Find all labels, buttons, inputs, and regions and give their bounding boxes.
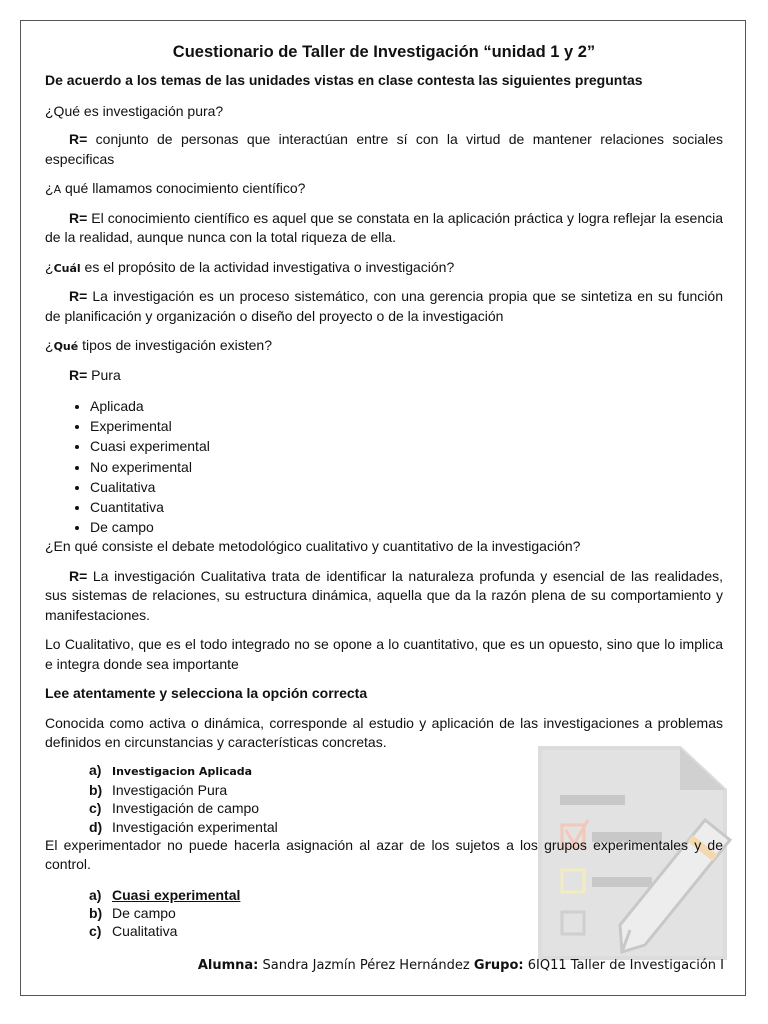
answer-1 xyxy=(45,130,723,169)
answer-label: R= xyxy=(69,288,88,304)
question-4: ¿Qué tipos de investigación existen? xyxy=(45,337,273,353)
question-2: ¿A qué llamamos conocimiento científico? xyxy=(45,180,306,196)
answer-label: R= xyxy=(69,366,88,383)
footer xyxy=(198,958,724,973)
answer-2 xyxy=(45,209,723,248)
mc-option: d) Investigación experimental xyxy=(89,818,278,835)
instructions: De acuerdo a los temas de las unidades vistas en clase contesta las siguientes preguntas xyxy=(45,72,643,88)
answer-4 xyxy=(45,366,723,386)
answer-text: conjunto de personas que interactúan entre sí con la virtud de mantener relaciones sociales especificas xyxy=(45,131,723,167)
question-3: ¿Cuál es el propósito de la actividad investigativa o investigación? xyxy=(45,258,455,275)
mc-option: b) Investigación Pura xyxy=(89,782,228,799)
list-item: • No experimental xyxy=(90,457,723,477)
mc-option: a) Cuasi experimental xyxy=(89,886,241,903)
section-2-title: Lee atentamente y selecciona la opción correcta xyxy=(45,685,368,702)
student-name: Sandra Jazmín Pérez Hernández xyxy=(258,958,474,973)
answer-text: El conocimiento científico es aquel que se constata en la aplicación práctica y logra reflejar la esencia de la realidad, aunque nunca con la total riqueza de ella. xyxy=(45,209,723,245)
list-item: • De campo xyxy=(90,517,723,537)
mc-question-2: El experimentador no puede hacerla asignación al azar de los sujetos a los grupos experimentales y de control. xyxy=(45,836,723,873)
answer-5 xyxy=(45,567,723,626)
list-item: • Cualitativa xyxy=(90,477,723,497)
student-label: Alumna: xyxy=(197,958,259,973)
mc-option: b) De campo xyxy=(89,904,176,921)
list-item: • Aplicada xyxy=(90,396,723,416)
question-1: ¿Qué es investigación pura? xyxy=(45,102,224,119)
answer-text: Pura xyxy=(87,366,121,383)
answer-text: La investigación Cualitativa trata de identificar la naturaleza profunda y esencial de las realidades, sus sistemas de relaciones, su estructura dinámica, aquella que da la razón plena de su comportamiento y manifestaciones. xyxy=(45,567,723,623)
group-label: Grupo: xyxy=(473,958,524,973)
list-item: • Cuasi experimental xyxy=(90,436,723,456)
group-value: 6IQ11 Taller de Investigación I xyxy=(523,958,724,973)
mc-option: c) Cualitativa xyxy=(89,923,178,940)
list-item: • Experimental xyxy=(90,416,723,436)
answer-3 xyxy=(45,287,723,326)
list-item: • Cuantitativa xyxy=(90,497,723,517)
mc-options-1 xyxy=(45,761,723,836)
answer-text: La investigación es un proceso sistemático, con una gerencia propia que se sintetiza en su función de planificación y organización o diseño del proyecto o de la investigación xyxy=(45,288,723,324)
answer-label: R= xyxy=(69,567,88,584)
mc-question-1: Conocida como activa o dinámica, corresponde al estudio y aplicación de las investigaciones a problemas definidos en circunstancias y características concretas. xyxy=(45,714,723,751)
document-body xyxy=(45,42,723,940)
answer-label: R= xyxy=(69,131,88,147)
answer-5-extra: Lo Cualitativo, que es el todo integrado no se opone a lo cuantitativo, que es un opuesto, sino que lo implica e integra donde sea importante xyxy=(45,636,723,672)
document-title: Cuestionario de Taller de Investigación “unidad 1 y 2” xyxy=(172,43,596,61)
mc-option: c) Investigación de campo xyxy=(89,800,260,817)
answer-label: R= xyxy=(69,209,88,226)
mc-options-2 xyxy=(45,886,723,941)
mc-option: a) Investigacion Aplicada xyxy=(89,761,253,778)
question-5: ¿En qué consiste el debate metodológico cualitativo y cuantitativo de la investigación? xyxy=(45,538,581,555)
research-types-list xyxy=(45,396,723,537)
